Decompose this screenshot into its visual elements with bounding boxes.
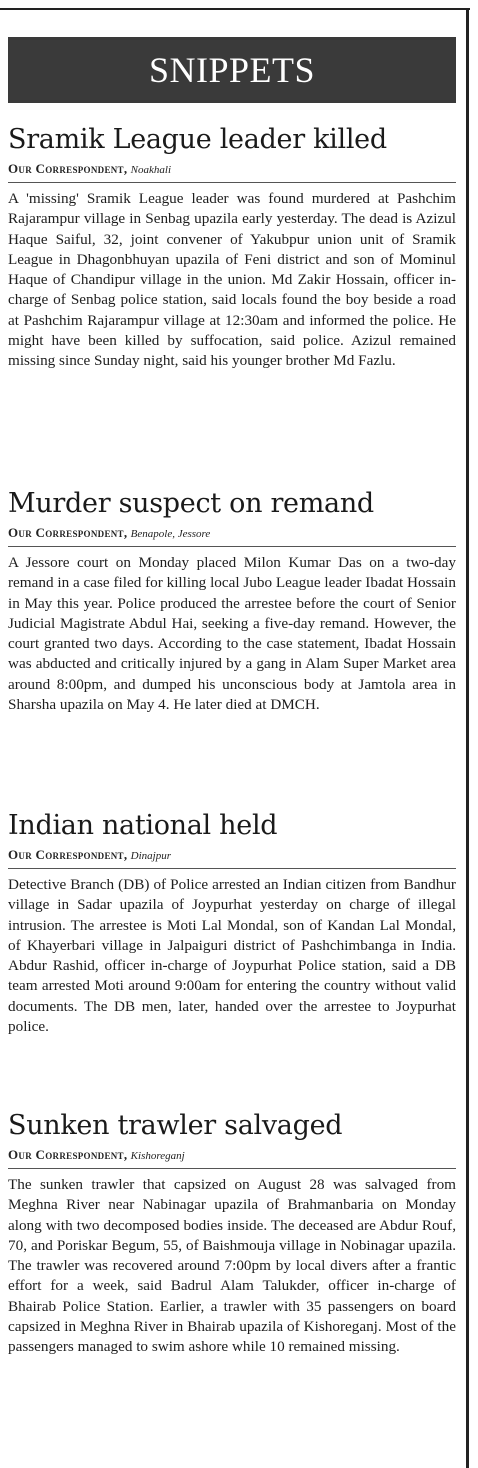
story-indian-national <box>8 810 456 1037</box>
story-body: Detective Branch (DB) of Police arrested an Indian citizen from Bandhur village in Sadar upazila of Joypurhat yesterday on charge of illegal intrusion. The arrestee is Moti Lal Mondal, son of Kandan Lal Mondal, of Khayerbari village in Jalpaiguri district of Pashchimbanga in India. Abdur Rashid, officer in-charge of Joypurhat Police station, said a DB team arrested Moti around 9:00am for entering the country without valid documents. The DB men, later, handed over the arrestee to Joypurhat police. <box>8 876 456 1036</box>
byline-label: Our Correspondent, <box>8 847 128 862</box>
byline-label: Our Correspondent, <box>8 161 128 176</box>
story-sunken-trawler <box>8 1110 456 1358</box>
story-headline: Indian national held <box>8 810 278 841</box>
story-byline <box>8 160 456 183</box>
byline-location: Dinajpur <box>130 850 172 862</box>
story-body: A 'missing' Sramik League leader was found murdered at Pashchim Rajarampur village in Senbag upazila early yesterday. The dead is Azizul Haque Saiful, 32, joint convener of Yakubpur union unit of Sramik League in Dhagonbhuyan upazila of Feni district and son of Mominul Haque of Chandipur village in the union. Md Zakir Hossain, officer in-charge of Senbag police station, said locals found the boy beside a road at Pashchim Rajarampur village at 12:30am and informed the police. He might have been killed by suffocation, said police. Azizul remained missing since Sunday night, said his younger brother Md Fazlu. <box>8 190 456 370</box>
story-headline: Sunken trawler salvaged <box>8 1110 343 1141</box>
right-border-rule <box>466 8 469 1468</box>
story-headline: Sramik League leader killed <box>8 124 387 155</box>
story-sramik-league <box>8 124 456 372</box>
story-body: A Jessore court on Monday placed Milon Kumar Das on a two-day remand in a case filed for killing local Jubo League leader Ibadat Hossain in May this year. Police produced the arrestee before the court of Senior Judicial Magistrate Abdul Hai, seeking a five-day remand. However, the court granted two days. According to the case statement, Ibadat Hossain was abducted and critically injured by a gang in Alam Super Market area around 8:00pm, and dumped his unconscious body at Jamtola area in Sharsha upazila on May 4. He later died at DMCH. <box>8 554 456 714</box>
byline-location: Benapole, Jessore <box>130 528 211 540</box>
top-border-rule <box>0 8 470 10</box>
byline-label: Our Correspondent, <box>8 1147 128 1162</box>
story-byline <box>8 846 456 869</box>
story-body: The sunken trawler that capsized on August 28 was salvaged from Meghna River near Nabinagar upazila of Brahmanbaria on Monday along with two decomposed bodies inside. The deceased are Abdur Rouf, 70, and Poriskar Begum, 55, of Baishmouja village in Nobinagar upazila. The trawler was recovered around 7:00pm by local divers after a frantic effort for a week, said Badrul Alam Talukder, officer in-charge of Bhairab Police Station. Earlier, a trawler with 35 passengers on board capsized in Meghna River in Bhairab upazila of Kishoreganj. Most of the passengers managed to swim ashore while 10 remained missing. <box>8 1176 456 1356</box>
story-murder-suspect <box>8 488 456 715</box>
byline-location: Noakhali <box>130 164 172 176</box>
story-byline <box>8 1146 456 1169</box>
section-banner: SNIPPETS <box>8 37 456 103</box>
byline-location: Kishoreganj <box>130 1150 185 1162</box>
story-byline <box>8 524 456 547</box>
story-headline: Murder suspect on remand <box>8 488 374 519</box>
byline-label: Our Correspondent, <box>8 525 128 540</box>
